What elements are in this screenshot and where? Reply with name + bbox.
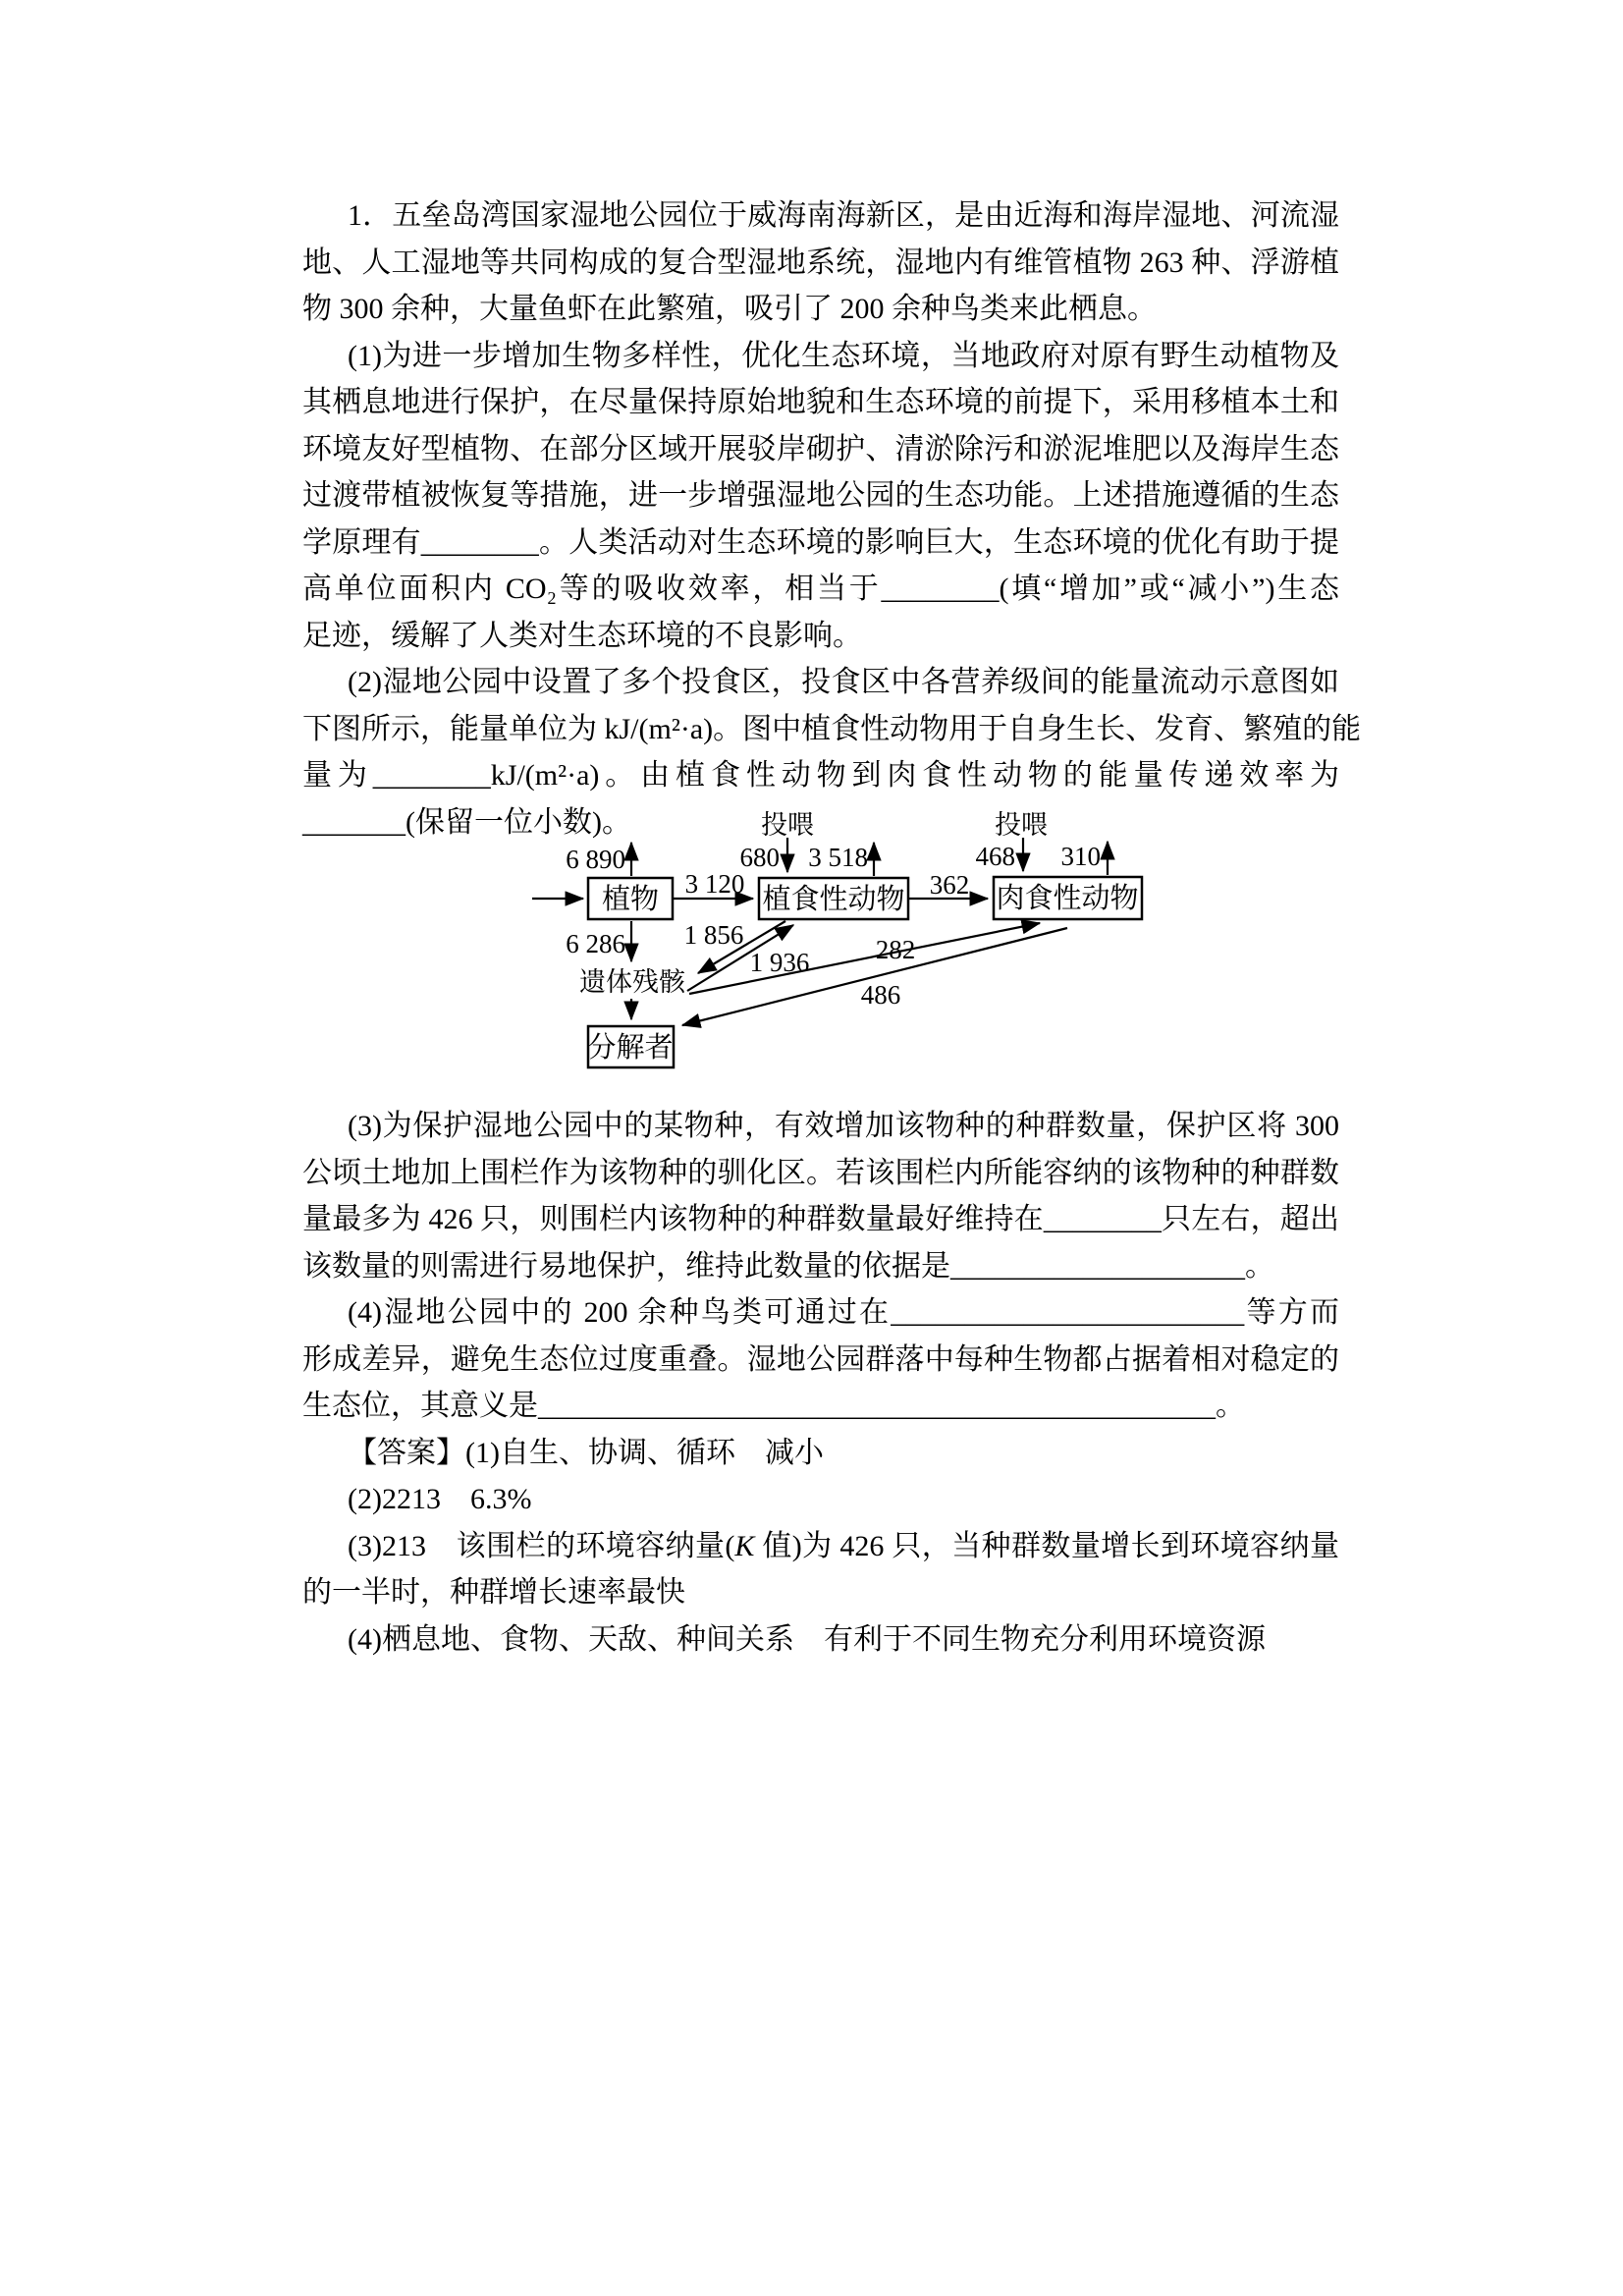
plants-box-label: 植物 [601,884,660,915]
part2-line: (2)湿地公园中设置了多个投食区，投食区中各营养级间的能量流动示意图如 [348,666,1339,698]
herbivores-box-label: 植食性动物 [762,884,905,915]
flow-feed-to-carnivores: 468 [975,842,1015,871]
part1-line: 足迹，缓解了人类对生态环境的不良影响。 [302,619,862,652]
part3-line: (3)为保护湿地公园中的某物种，有效增加该物种的种群数量，保护区将 300 [348,1110,1339,1142]
remains-label: 遗体残骸 [579,967,685,997]
carnivores-box-label: 肉食性动物 [996,883,1139,914]
intro-line: 物 300 余种，大量鱼虾在此繁殖，吸引了 200 余种鸟类来此栖息。 [302,293,1157,325]
part4-line: 生态位，其意义是______________________________________________。 [302,1390,1245,1422]
part3-line: 该数量的则需进行易地保护，维持此数量的依据是____________________。 [302,1249,1274,1283]
part4-line: 形成差异，避免生态位过度重叠。湿地公园群落中每种生物都占据着相对稳定的 [302,1342,1339,1376]
decomposers-box-label: 分解者 [587,1032,674,1064]
flow-feed-to-herbivores: 680 [739,843,780,872]
feed-label-carnivores: 投喂 [995,810,1048,840]
intro-line: 1．五垒岛湾国家湿地公园位于威海南海新区，是由近海和海岸湿地、河流湿 [348,199,1339,232]
intro-line: 地、人工湿地等共同构成的复合型湿地系统，湿地内有维管植物 263 种、浮游植 [302,246,1339,279]
flow-carnivores-respiration: 310 [1060,842,1101,871]
answer-line-3 [302,1523,1339,1570]
answer-line-3-post: 值)为 426 只，当种群数量增长到环境容纳量 [754,1529,1339,1562]
answer-line-1: 【答案】(1)自生、协调、循环 减小 [348,1436,824,1469]
flow-plants-to-remains: 6 286 [566,929,625,958]
part2-line: _______(保留一位小数)。 [302,805,631,839]
answer-line-2: (2)2213 6.3% [348,1483,532,1515]
energy-flow-diagram [530,805,1159,1080]
answer-line-3-cont: 的一半时，种群增长速率最快 [302,1576,685,1609]
part1-line: 环境友好型植物、在部分区域开展驳岸砌护、清淤除污和淤泥堆肥以及海岸生态 [302,432,1339,465]
answer-line-3-pre: (3)213 该围栏的环境容纳量( [348,1529,735,1562]
flow-remains-to-carnivores: 282 [875,935,916,964]
part4-line: (4)湿地公园中的 200 余种鸟类可通过在________________________等方而 [348,1296,1339,1329]
flow-herbivores-to-remains: 1 856 [683,920,744,950]
part1-line: 其栖息地进行保护，在尽量保持原始地貌和生态环境的前提下，采用移植本土和 [302,386,1339,418]
answer-line-3-k-symbol: K [734,1529,755,1562]
part1-line: (1)为进一步增加生物多样性，优化生态环境，当地政府对原有野生动植物及 [348,339,1339,372]
part2-line: 量为________kJ/(m²·a)。由植食性动物到肉食性动物的能量传递效率为 [302,759,1339,792]
part1-line: 高单位面积内 CO₂等的吸收效率，相当于________(填“增加”或“减小”)生态 [302,573,1339,605]
answer-line-4: (4)栖息地、食物、天敌、种间关系 有利于不同生物充分利用环境资源 [348,1622,1266,1656]
part2-line: 下图所示，能量单位为 kJ/(m²·a)。图中植食性动物用于自身生长、发育、繁殖的能 [302,712,1362,745]
part3-line: 公顷土地加上围栏作为该物种的驯化区。若该围栏内所能容纳的该物种的种群数 [302,1156,1339,1189]
feed-label-herbivores: 投喂 [761,810,814,840]
part1-line: 学原理有________。人类活动对生态环境的影响巨大，生态环境的优化有助于提 [302,525,1339,559]
flow-carnivores-to-decomposers: 486 [860,980,901,1010]
flow-remains-to-herbivores: 1 936 [749,948,810,977]
part3-line: 量最多为 426 只，则围栏内该物种的种群数量最好维持在________只左右，超出 [302,1203,1339,1235]
flow-plants-respiration: 6 890 [566,845,625,874]
part1-line: 过渡带植被恢复等措施，进一步增强湿地公园的生态功能。上述措施遵循的生态 [302,479,1339,512]
flow-herbivores-to-carnivores: 362 [929,870,970,900]
flow-plants-to-herbivores: 3 120 [684,869,745,899]
flow-herbivores-respiration: 3 518 [808,843,868,872]
